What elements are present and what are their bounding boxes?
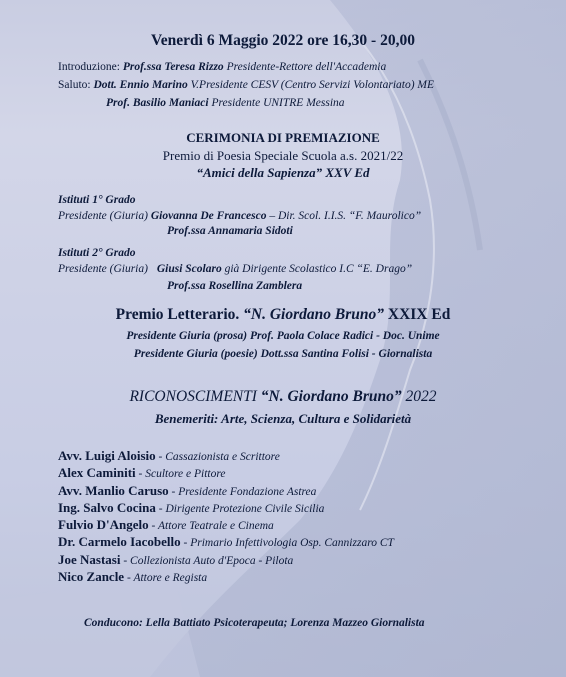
honoree-name: Nico Zancle <box>58 569 125 585</box>
grado2-president-name: Giusi Scolaro <box>156 263 222 275</box>
literary-title-prefix: Premio Letterario. <box>115 306 240 323</box>
grado1-president-line <box>58 210 421 222</box>
greeting-line-2 <box>106 97 345 109</box>
greeting-name: Dott. Ennio Marino <box>93 79 188 91</box>
ceremony-award: “Amici della Sapienza” XXV Ed <box>196 165 370 180</box>
honoree-name: Dr. Carmelo Iacobello <box>58 534 181 550</box>
recognitions-title <box>0 388 566 406</box>
recognitions-title-prefix: RICONOSCIMENTI <box>129 388 257 405</box>
honoree-name: Fulvio D'Angelo <box>58 517 149 533</box>
literary-title-name: “N. Giordano Bruno” <box>243 306 385 323</box>
list-item <box>58 483 394 500</box>
grado2-president-label: Presidente (Giuria) <box>58 263 148 275</box>
honoree-role: - Cassazionista e Scrittore <box>155 451 280 463</box>
honoree-role: - Scultore e Pittore <box>135 468 226 481</box>
honoree-role: - Attore Teatrale e Cinema <box>148 520 274 533</box>
introduction-name: Prof.ssa Teresa Rizzo <box>122 61 224 73</box>
grado1-member: Prof.ssa Annamaria Sidoti <box>167 225 293 237</box>
greeting2-role: Presidente UNITRE Messina <box>211 97 345 109</box>
grado2-president-line <box>58 263 412 275</box>
grado2-member: Prof.ssa Rosellina Zamblera <box>167 280 303 292</box>
recognitions-subtitle: Benemeriti: Arte, Scienza, Cultura e Solidarietà <box>154 411 412 426</box>
literary-prize-title <box>0 306 566 324</box>
greeting-role: V.Presidente CESV (Centro Servizi Volontariato) ME <box>190 79 435 91</box>
honoree-role: - Primario Infettivologia Osp. Cannizzaro CT <box>180 537 394 550</box>
literary-prose-jury: Presidente Giuria (prosa) Prof. Paola Colace Radici - Doc. Unime <box>126 330 440 342</box>
honoree-role: - Dirigente Protezione Civile Sicilia <box>155 502 325 515</box>
grado1-president-label: Presidente (Giuria) <box>58 210 148 222</box>
grado1-president-name: Giovanna De Francesco <box>150 210 267 222</box>
list-item <box>58 448 394 465</box>
list-item <box>58 517 394 534</box>
list-item <box>58 569 394 586</box>
honoree-name: Avv. Luigi Aloisio <box>58 448 156 463</box>
honoree-role: - Presidente Fondazione Astrea <box>168 485 317 498</box>
hosts-line: Conducono: Lella Battiato Psicoterapeuta; Lorenza Mazzeo Giornalista <box>84 617 425 629</box>
honorees-list <box>58 448 394 586</box>
introduction-role: Presidente-Rettore dell'Accademia <box>226 61 387 73</box>
introduction-label: Introduzione: <box>58 61 120 73</box>
date-time-line: Venerdì 6 Maggio 2022 ore 16,30 - 20,00 <box>151 32 415 49</box>
literary-title-suffix: XXIX Ed <box>387 306 451 323</box>
ceremony-subtitle: Premio di Poesia Speciale Scuola a.s. 2021/22 <box>162 148 404 163</box>
honoree-name: Joe Nastasi <box>58 551 121 567</box>
honoree-name: Alex Caminiti <box>58 465 136 481</box>
grado2-label: Istituti 2° Grado <box>58 247 136 259</box>
list-item <box>58 500 394 517</box>
greeting-line <box>58 79 434 91</box>
literary-poetry-jury: Presidente Giuria (poesie) Dott.ssa Santina Folisi - Giornalista <box>133 348 433 360</box>
list-item <box>58 465 394 482</box>
greeting2-name: Prof. Basilio Maniaci <box>106 97 209 109</box>
grado2-president-role: già Dirigente Scolastico I.C “E. Drago” <box>224 263 413 275</box>
honoree-role: - Collezionista Auto d'Epoca - Pilota <box>120 554 294 567</box>
greeting-label: Saluto: <box>58 79 91 91</box>
grado1-label: Istituti 1° Grado <box>58 194 136 206</box>
recognitions-title-suffix: 2022 <box>405 388 437 405</box>
grado1-president-role: – Dir. Scol. I.I.S. “F. Maurolico” <box>269 210 422 222</box>
honoree-name: Ing. Salvo Cocina <box>58 499 156 515</box>
list-item <box>58 534 394 551</box>
honoree-role: - Attore e Regista <box>124 572 208 585</box>
honoree-name: Avv. Manlio Caruso <box>58 482 169 498</box>
recognitions-title-name: “N. Giordano Bruno” <box>260 388 402 405</box>
introduction-line <box>58 61 386 73</box>
list-item <box>58 552 394 569</box>
ceremony-title: CERIMONIA DI PREMIAZIONE <box>186 130 380 145</box>
